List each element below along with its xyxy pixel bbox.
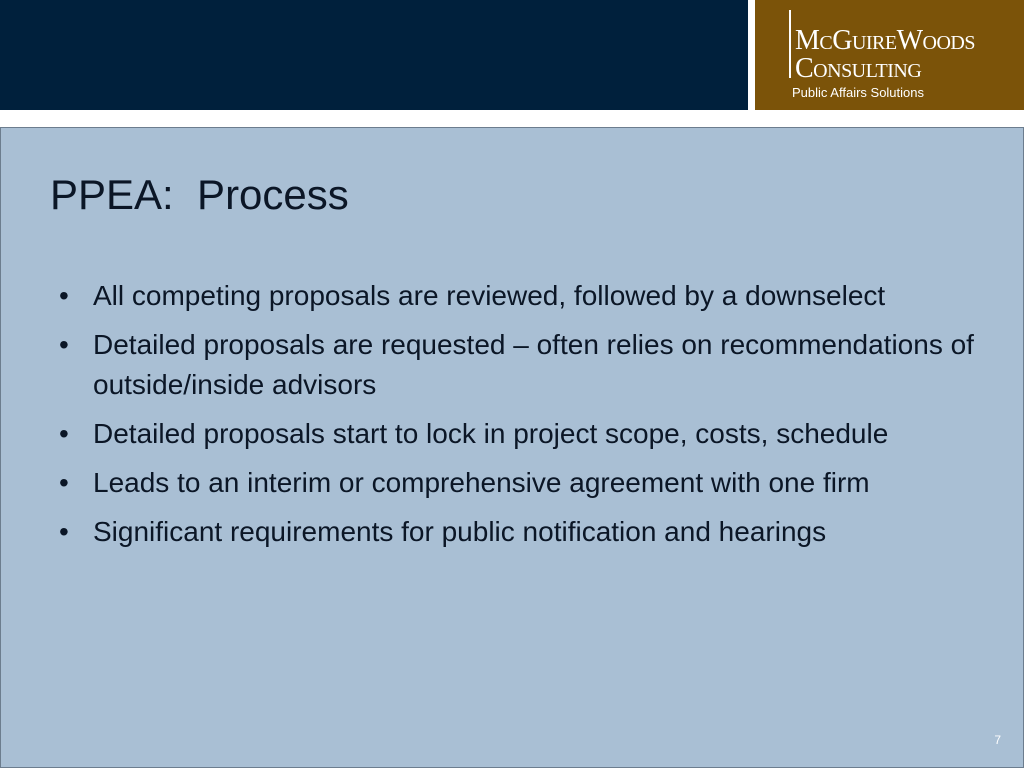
bullet-text: All competing proposals are reviewed, followed by a downselect xyxy=(93,280,886,311)
page-number: 7 xyxy=(994,733,1001,747)
header-band xyxy=(0,0,748,110)
logo-name-line2: Consulting xyxy=(795,53,922,84)
bullet-dot-icon: • xyxy=(59,516,69,547)
bullet-item xyxy=(51,512,981,552)
company-logo xyxy=(755,0,1024,110)
bullet-text: Detailed proposals are requested – often relies on recommendations of outside/inside advisors xyxy=(93,329,974,400)
bullet-item xyxy=(51,276,981,316)
bullet-dot-icon: • xyxy=(59,467,69,498)
logo-tagline: Public Affairs Solutions xyxy=(792,85,924,100)
bullet-text: Significant requirements for public notification and hearings xyxy=(93,516,827,547)
slide-title: PPEA: Process xyxy=(50,171,349,218)
bullet-dot-icon: • xyxy=(59,280,69,311)
bullet-item xyxy=(51,325,981,405)
bullet-dot-icon: • xyxy=(59,329,69,360)
bullet-dot-icon: • xyxy=(59,418,69,449)
bullet-item xyxy=(51,414,981,454)
bullet-text: Detailed proposals start to lock in project scope, costs, schedule xyxy=(93,418,889,449)
logo-divider xyxy=(789,10,791,78)
bullet-text: Leads to an interim or comprehensive agreement with one firm xyxy=(93,467,870,498)
logo-name-line1: McGuireWoods xyxy=(795,25,975,56)
content-panel xyxy=(0,127,1024,768)
bullet-list xyxy=(51,276,981,561)
bullet-item xyxy=(51,463,981,503)
